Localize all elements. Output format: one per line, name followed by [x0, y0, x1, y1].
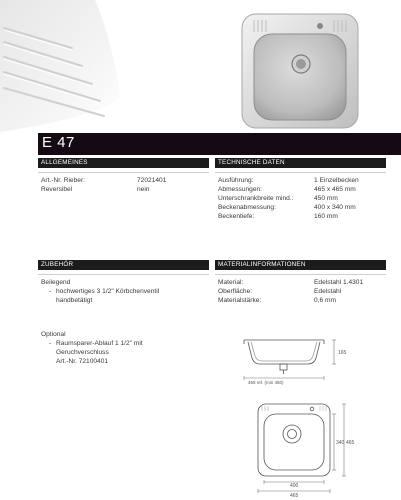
dimension-label: 465 [290, 493, 299, 498]
divider [38, 172, 209, 173]
row-value: 1 Einzelbecken [314, 177, 359, 184]
row-label: Reversibel [41, 186, 73, 193]
section-header-technische-daten: TECHNISCHE DATEN [215, 158, 386, 168]
row-label: Beckentiefe: [218, 213, 255, 220]
row-value: Edelstahl [314, 288, 342, 295]
row-label: Unterschrankbreite mind.: [218, 195, 294, 202]
accessory-item-text: handbetätigt [56, 297, 93, 304]
bullet: - [49, 340, 52, 347]
divider [215, 274, 386, 275]
side-view-drawing [236, 328, 366, 386]
dimension-label: 165 [338, 350, 347, 356]
row-value: Edelstahl 1.4301 [314, 279, 364, 286]
row-label: Oberfläche: [218, 288, 253, 295]
optional-label: Optional [41, 331, 66, 338]
row-value: 450 mm [314, 195, 338, 202]
divider [38, 274, 209, 275]
row-label: Abmessungen: [218, 186, 262, 193]
top-view-drawing [240, 392, 360, 498]
dimension-label: 400 [290, 483, 299, 489]
dimension-label: 340 [336, 440, 345, 446]
drainboard-photo [0, 0, 128, 132]
row-label: Ausführung: [218, 177, 254, 184]
row-value: nein [137, 186, 150, 193]
row-label: Beckenabmessung: [218, 204, 276, 211]
section-header-zubehoer: ZUBEHÖR [38, 260, 209, 270]
divider [215, 172, 386, 173]
row-value: 0,6 mm [314, 297, 336, 304]
row-label: Material: [218, 279, 244, 286]
bullet: - [49, 288, 52, 295]
beilegend-label: Beilegend [41, 279, 71, 286]
accessory-item-text: Raumsparer-Ablauf 1 1/2" mit [56, 340, 143, 347]
title-bar [38, 133, 401, 155]
row-label: Art.-Nr. Rieber: [41, 177, 85, 184]
row-value: 72021401 [137, 177, 167, 184]
accessory-item-text: Art.-Nr. 72100401 [56, 358, 109, 365]
section-header-allgemeines: ALLGEMEINES [38, 158, 209, 168]
sink-photo [240, 12, 360, 130]
accessory-item-text: hochwertiges 3 1/2" Körbchenventil [56, 288, 160, 295]
row-value: 465 x 465 mm [314, 186, 356, 193]
dimension-label: 465 ref. (min 450) [248, 380, 284, 385]
section-header-materialinformationen: MATERIALINFORMATIONEN [215, 260, 386, 270]
accessory-item-text: Geruchverschluss [56, 349, 109, 356]
row-value: 400 x 340 mm [314, 204, 356, 211]
row-label: Materialstärke: [218, 297, 262, 304]
product-title: E 47 [42, 134, 75, 151]
dimension-label: 465 [346, 440, 355, 446]
row-value: 160 mm [314, 213, 338, 220]
